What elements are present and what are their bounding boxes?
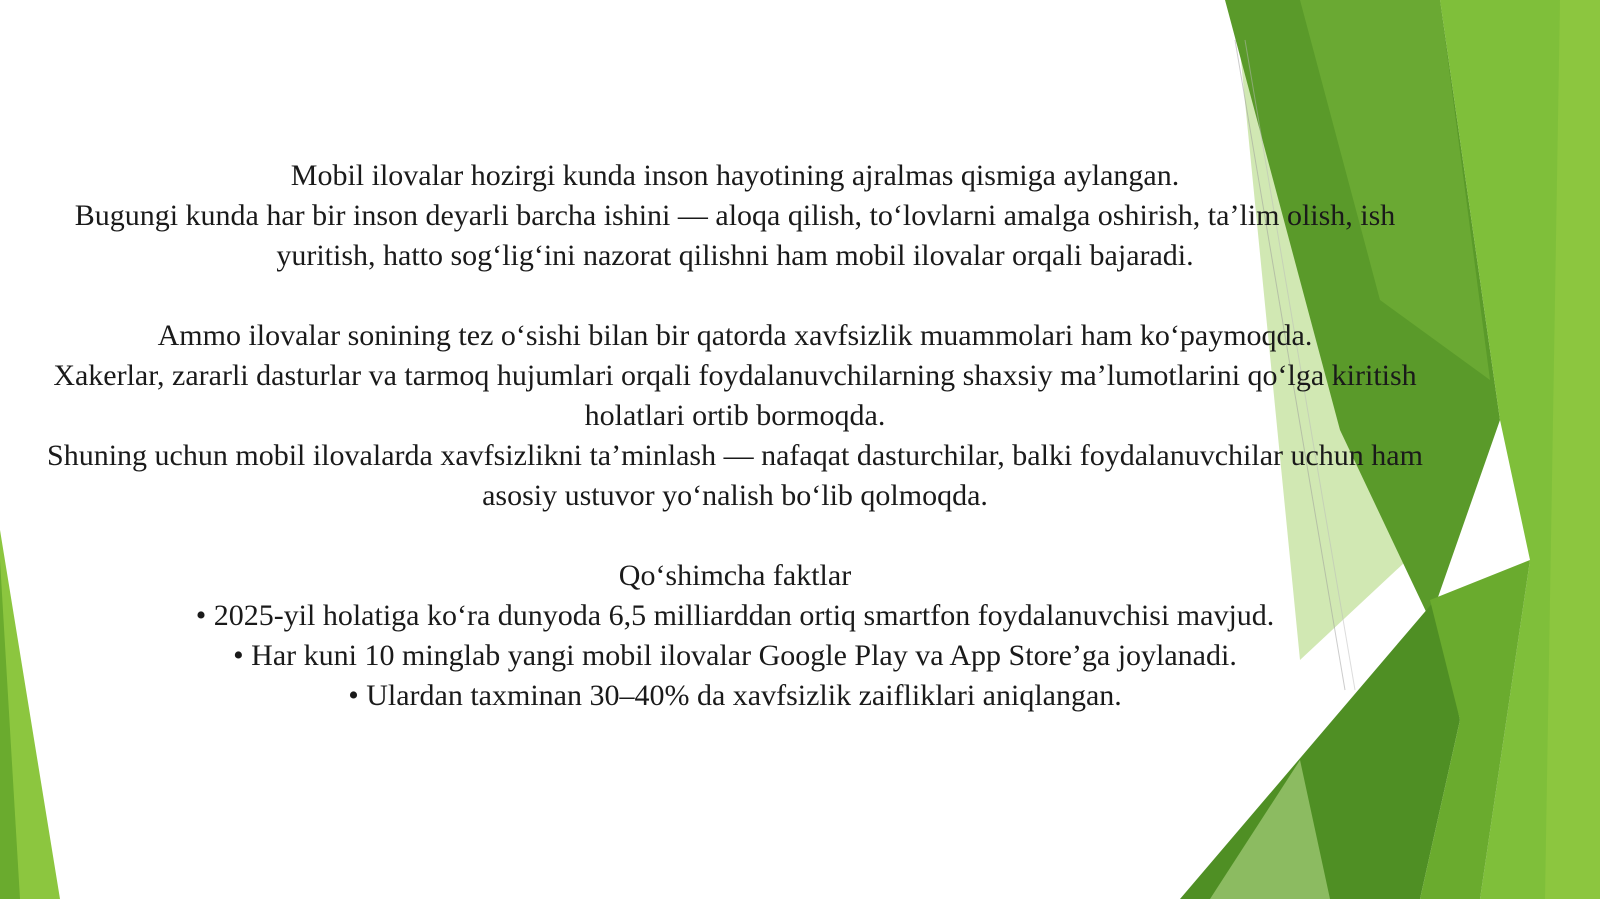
security-line-2: Xakerlar, zararli dasturlar va tarmoq hujumlari orqali foydalanuvchilarning shaxsiy ma’lumotlarini qo‘lga kiritish holatlari ortib bormoqda.	[53, 359, 1417, 432]
spacer	[30, 516, 1440, 556]
security-line-1: Ammo ilovalar sonining tez o‘sishi bilan bir qatorda xavfsizlik muammolari ham ko‘paymoqda.	[157, 319, 1313, 352]
slide-body	[30, 156, 1440, 716]
security-line-3: Shuning uchun mobil ilovalarda xavfsizlikni ta’minlash — nafaqat dasturchilar, balki foydalanuvchilar uchun ham asosiy ustuvor yo‘nalish bo‘lib qolmoqda.	[47, 439, 1423, 512]
fact-item: • 2025-yil holatiga ko‘ra dunyoda 6,5 milliarddan ortiq smartfon foydalanuvchisi mavjud.	[195, 599, 1275, 632]
spacer	[30, 276, 1440, 316]
intro-line-1: Mobil ilovalar hozirgi kunda inson hayotining ajralmas qismiga aylangan.	[290, 159, 1180, 192]
fact-item: • Har kuni 10 minglab yangi mobil ilovalar Google Play va App Store’ga joylanadi.	[233, 639, 1237, 672]
fact-item: • Ulardan taxminan 30–40% da xavfsizlik zaifliklari aniqlangan.	[348, 679, 1122, 712]
facts-heading: Qo‘shimcha faktlar	[618, 559, 852, 592]
intro-line-2: Bugungi kunda har bir inson deyarli barcha ishini — aloqa qilish, to‘lovlarni amalga oshirish, ta’lim olish, ish yuritish, hatto sog‘lig‘ini nazorat qilishni ham mobil ilovalar orqali bajaradi.	[74, 199, 1396, 272]
